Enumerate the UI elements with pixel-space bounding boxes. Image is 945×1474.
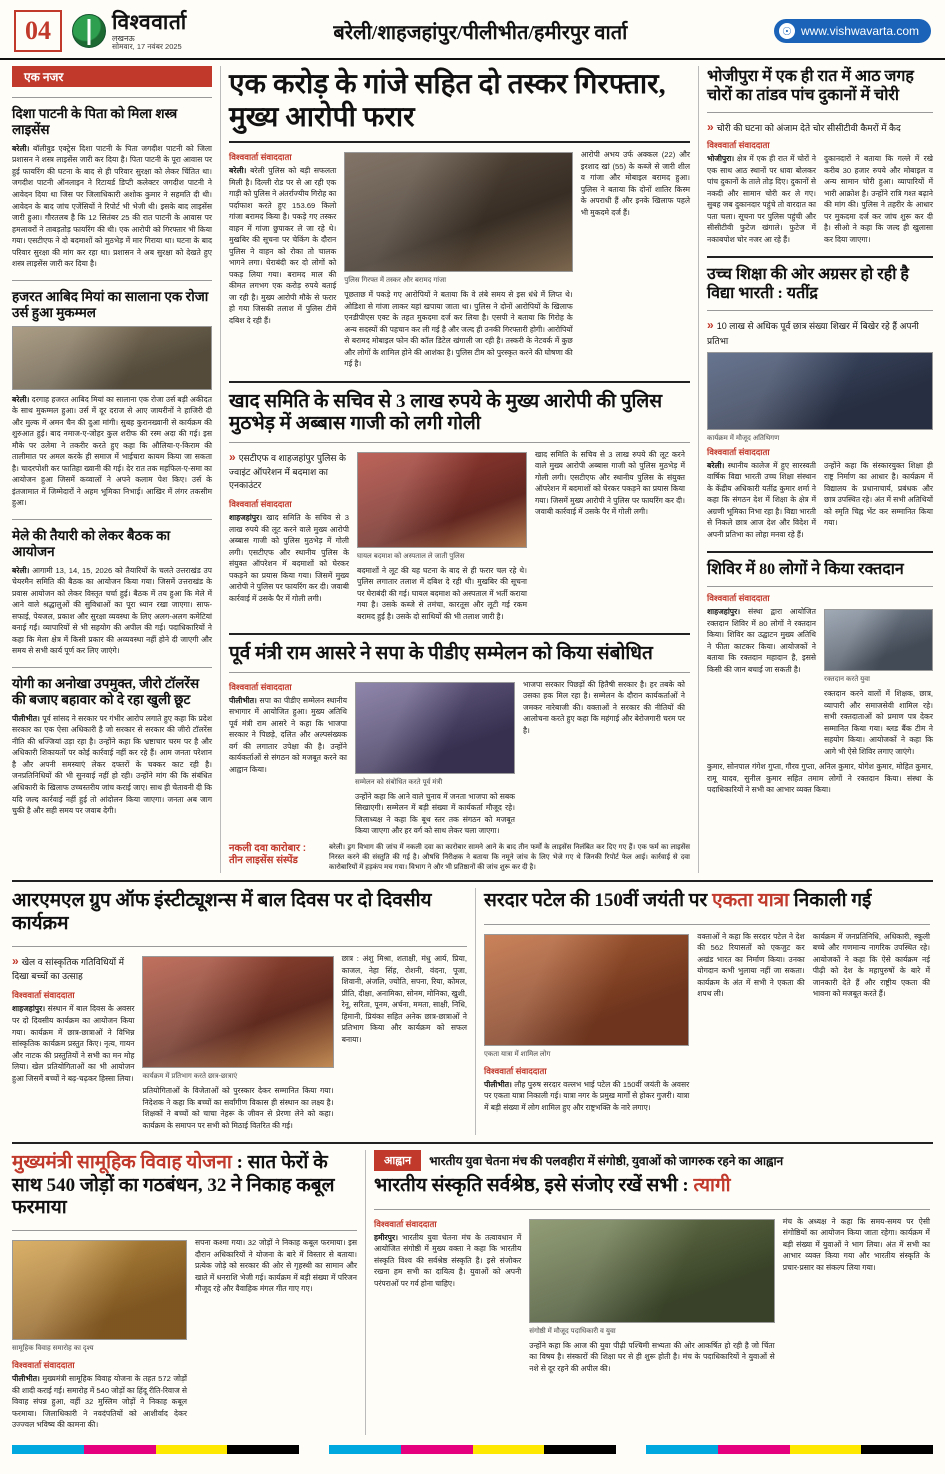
sidebar-item-title: दिशा पाटनी के पिता को मिला शस्त्र लाइसेंस: [12, 106, 178, 137]
lead-headline: एक करोड़ के गांजे सहित दो तस्कर गिरफ्तार, मुख्य आरोपी फरार: [229, 69, 666, 134]
dateline: पीलीभीत।: [229, 695, 257, 705]
article-patel: [475, 888, 930, 1135]
byline: विश्ववार्ता संवाददाता: [12, 990, 75, 1001]
dateline: शाहजहांपुर।: [229, 513, 263, 523]
sidebar-photo-urs: [12, 326, 212, 390]
lead-col-2: [344, 149, 572, 374]
quote-icon: »: [707, 318, 714, 333]
raktdan-headline: शिविर में 80 लोगों ने किया रक्तदान: [707, 561, 904, 579]
globe-icon: ☉: [779, 23, 795, 39]
sanskriti-photo: [529, 1219, 774, 1323]
registration-bars: [0, 1445, 945, 1464]
quote-icon: »: [12, 954, 19, 969]
khad-text-3: खाद समिति के सचिव से 3 लाख रुपये की लूट करने वाले मुख्य आरोपी अब्बास गाजी को पुलिस मुठभेड़ में गोली लगी। एसटीएफ और स्थानीय पुलिस के संयुक्त ऑपरेशन में बदमाशों को घेरकर पकड़ने का प्रयास किया गया। जिसमें मुख्य आरोपी ने पुलिस पर फायरिंग कर दी। जवाबी कार्रवाई में उसके पैर में गोली लगी।: [535, 449, 685, 517]
sanskriti-headline: [374, 1175, 930, 1197]
rml-headline: आरएमएल ग्रुप ऑफ इंस्टीट्यूशन्स में बाल दिवस पर दो दिवसीय कार्यक्रम: [12, 890, 432, 934]
pda-text-1: सपा का पीडीए सम्मेलन स्थानीय सभागार में आयोजित हुआ। मुख्य अतिथि पूर्व मंत्री राम आसरे ने कहा कि भाजपा सरकार ने पिछड़े, दलित और अल्पसंख्यक वर्ग की लगातार उपेक्षा की है। उन्होंने कार्यकर्ताओं से संगठन को मजबूत करने का आह्वान किया।: [229, 695, 347, 774]
byline: विश्ववार्ता संवाददाता: [484, 1065, 547, 1076]
khad-sub: एसटीएफ व शाहजहांपुर पुलिस के ज्वाइंट ऑपरेशन में बदमाश का एनकाउंटर: [229, 452, 346, 491]
vivah-photo-caption: सामूहिक विवाह समारोह का दृश्य: [12, 1345, 94, 1353]
pda-inset: [229, 843, 321, 873]
top-block: [12, 66, 933, 873]
raktdan-photo-caption: रक्तदान करते युवा: [824, 676, 870, 684]
rml-text-1: संस्थान में बाल दिवस के अवसर पर दो दिवसीय कार्यक्रम का आयोजन किया गया। कार्यक्रम में छात्र-छात्राओं ने विभिन्न सांस्कृतिक कार्यक्रम प्रस्तुत किए। नृत्य, गायन और नाटक की प्रस्तुतियों ने सभी का मन मोह लिया। खेल प्रतियोगिताओं का भी आयोजन हुआ जिसमें बच्चों ने बढ़-चढ़कर हिस्सा लिया।: [12, 1004, 135, 1083]
lead-col-1: [229, 149, 336, 374]
dateline: शाहजहांपुर।: [707, 607, 741, 617]
lead-text-3: आरोपी अभय उर्फ अक्कल (22) और इरशाद खां (55) के कब्जे से जारी शील व गांजा और मोबाइल बरामद हुआ। पुलिस ने बताया कि दोनों शातिर किस्म के अपराधी हैं और इनके खिलाफ पहले भी मुकदमे दर्ज हैं।: [580, 150, 690, 217]
sanskriti-text-3: मंच के अध्यक्ष ने कहा कि समय-समय पर ऐसी संगोष्ठियों का आयोजन किया जाता रहेगा। कार्यक्रम में बड़ी संख्या में युवाओं ने भाग लिया। अंत में सभी का आभार व्यक्त किया गया और भारतीय संस्कृति के प्रचार-प्रसार का संकल्प लिया गया।: [782, 1216, 930, 1272]
sanskriti-kicker: आह्वान: [374, 1150, 421, 1171]
pda-col-3: [523, 679, 685, 841]
khad-col-2: [357, 449, 527, 627]
bhojipura-text-1: क्षेत्र में एक ही रात में चोरों ने एक साथ आठ स्थानों पर धावा बोलकर पांच दुकानों के ताले तोड़ दिए। दुकानों से नकदी और सामान चोरी कर ले गए। सुबह जब दुकानदार पहुंचे तो वारदात का पता चला। सूचना पर पुलिस पहुंची और सीसीटीवी फुटेज खंगाले। फुटेज में नकाबपोश चोर नजर आ रहे हैं।: [707, 154, 816, 244]
publication-date: सोमवार, 17 नवंबर 2025: [112, 41, 182, 51]
dateline: शाहजहांपुर।: [12, 1004, 46, 1014]
website-url: www.vishwavarta.com: [800, 24, 919, 38]
sanskriti-headline-pre: भारतीय संस्कृति सर्वश्रेष्ठ, इसे संजोए रखें सभी :: [374, 1175, 694, 1197]
byline: विश्ववार्ता संवाददाता: [707, 446, 770, 457]
byline: विश्ववार्ता संवाददाता: [707, 593, 770, 604]
registration-group-left: [12, 1445, 299, 1454]
pda-col-1: [229, 679, 347, 841]
sidebar-heading: एक नजर: [12, 66, 212, 87]
patel-text-1: लौह पुरुष सरदार वल्लभ भाई पटेल की 150वीं जयंती के अवसर पर एकता यात्रा निकाली गई। यात्रा नगर के प्रमुख मार्गों से होकर गुजरी। यात्रा में बड़ी संख्या में लोग शामिल हुए और राष्ट्रभक्ति के नारे लगाए।: [484, 1079, 690, 1112]
vivah-text-1: मुख्यमंत्री सामूहिक विवाह योजना के तहत 572 जोड़ों की शादी कराई गई। समारोह में 540 जोड़ों का हिंदू रीति-रिवाज से विवाह संपन्न हुआ, वहीं 32 मुस्लिम जोड़ों ने निकाह कबूल फरमाया। जिलाधिकारी ने नवदंपतियों को आशीर्वाद देकर उज्ज्वल भविष्य की कामना की।: [12, 1374, 187, 1430]
raktdan-photo: [824, 609, 933, 671]
shiksha-photo-caption: कार्यक्रम में मौजूद अतिथिगण: [707, 434, 780, 442]
dateline: बरेली।: [707, 460, 725, 470]
sidebar-item-body: [12, 394, 212, 509]
shiksha-text-1: स्थानीय कालेज में हुए सारस्वती वार्षिक विद्या भारती उच्च शिक्षा संस्थान के केंद्रीय अधिकारी यतींद्र कुमार शर्मा ने कहा कि संगठन देश में शिक्षा के क्षेत्र में अग्रणी भूमिका निभा रहा है। विद्या भारती से निकले छात्र आज देश और विदेश में अपनी प्रतिभा का लोहा मनवा रहे हैं।: [707, 460, 816, 539]
dateline: बरेली।: [229, 166, 247, 176]
sidebar-item-text: पूर्व सांसद ने सरकार पर गंभीर आरोप लगाते हुए कहा कि प्रदेश सरकार का एक ऐसा अधिकारी है जो सरकार से सरकार की जीरो टॉलरेंस नीति की धज्जियां उड़ा रहा है। उन्होंने कहा कि भ्रष्टाचार चरम पर है और अधिकारी शिकायतों पर कोई कार्रवाई नहीं कर रहे हैं। आम जनता परेशान है और अपनी समस्याएं लेकर दफ्तरों के चक्कर काट रही है। जनप्रतिनिधियों की भी सुनवाई नहीं हो रही। उन्होंने मांग की कि संबंधित अधिकारी के खिलाफ उच्चस्तरीय जांच कराई जाए। साथ ही चेतावनी दी कि यदि जल्द कार्रवाई नहीं हुई तो आंदोलन किया जाएगा। जनता अब जाग चुकी है और सही समय पर जवाब देगी।: [12, 713, 212, 816]
pda-inset-body: बरेली। ड्रग विभाग की जांच में नकली दवा का कारोबार सामने आने के बाद तीन फर्मों के लाइसेंस निलंबित कर दिए गए हैं। एक फर्म का लाइसेंस निरस्त करने की संस्तुति की गई है। औषधि निरीक्षक ने बताया कि नमूने जांच के लिए भेजे गए थे जिनकी रिपोर्ट फेल आई। कार्रवाई से दवा कारोबारियों में हड़कंप मच गया। विभाग ने और भी प्रतिष्ठानों की जांच शुरू कर दी है।: [329, 843, 690, 872]
sidebar-item-title: योगी का अनोखा उपमुक्त, जीरो टॉलरेंस की बजाए बहावार को दे रहा खुली छूट: [12, 675, 200, 707]
middle-band: [12, 888, 933, 1135]
pda-col-2: [355, 679, 515, 841]
patel-headline-post: निकाली गई: [789, 890, 872, 912]
rml-photo: [142, 956, 333, 1068]
dateline: भोजीपुरा।: [707, 154, 735, 164]
pda-photo: [355, 682, 515, 774]
article-shiksha: [707, 264, 933, 544]
dateline: बरेली।: [12, 394, 30, 404]
shiksha-headline: उच्च शिक्षा की ओर अग्रसर हो रही है विद्या भारती : यतींद्र: [707, 266, 909, 303]
sidebar-item-body: [12, 713, 212, 817]
sidebar-item-text: आगामी 13, 14, 15, 2026 को तैयारियों के चलते उत्तराखंड उप चेयरमैन समिति की बैठक का आयोजन किया गया। जिसमें उत्तराखंड के प्रवास आयोजन को लेकर विस्तृत चर्चा हुई। बैठक में तय हुआ कि मेले में आने वाले श्रद्धालुओं की सुविधाओं का पूरा ध्यान रखा जाएगा। साफ-सफाई, पेयजल, प्रकाश और सुरक्षा व्यवस्था के लिए अलग-अलग कमेटियां बनाई गईं। व्यापारियों से भी सहयोग की अपील की गई। पदाधिकारियों ने कहा कि मेला क्षेत्र में किसी प्रकार की अव्यवस्था नहीं होने दी जाएगी और समय से सभी कार्य पूर्ण कर लिए जाएंगे।: [12, 565, 212, 656]
vivah-photo: [12, 1240, 187, 1340]
sidebar-item-body: [12, 565, 212, 657]
lead-text-2: पूछताछ में पकड़े गए आरोपियों ने बताया कि वे लंबे समय से इस धंधे में लिप्त थे। ओडिशा से गांजा लाकर यहां खपाया जाता था। पुलिस ने दोनों आरोपियों के खिलाफ एनडीपीएस एक्ट के तहत मुकदमा दर्ज कर लिया है। एसपी ने बताया कि गिरोह के अन्य सदस्यों की पहचान कर ली गई है और जल्द ही उनकी गिरफ्तारी होगी। आरोपियों से बरामद मोबाइल फोन की कॉल डिटेल खंगाली जा रही है। तस्करी के नेटवर्क में कुछ और लोगों के शामिल होने की आशंका है। पुलिस टीम को पुरस्कृत करने की घोषणा की गई है।: [344, 290, 573, 369]
dateline: पीलीभीत।: [484, 1079, 512, 1089]
rml-text-2: प्रतियोगिताओं के विजेताओं को पुरस्कार देकर सम्मानित किया गया। निदेशक ने कहा कि बच्चों का सर्वांगीण विकास ही संस्थान का लक्ष्य है। शिक्षकों ने बच्चों को चाचा नेहरू के जीवन से प्रेरणा लेने को कहा। कार्यक्रम के समापन पर सभी को मिठाई वितरित की गई।: [142, 1086, 334, 1130]
raktdan-text-1: संस्था द्वारा आयोजित रक्तदान शिविर में 80 लोगों ने रक्तदान किया। शिविर का उद्घाटन मुख्य अतिथि ने फीता काटकर किया। आयोजकों ने बताया कि रक्तदान महादान है, इससे किसी की जान बचाई जा सकती है।: [707, 607, 816, 674]
bottom-band: [12, 1150, 933, 1435]
rml-sub: खेल व सांस्कृतिक गतिविधियों में दिखा बच्चों का उत्साह: [12, 957, 125, 982]
right-column: [698, 66, 933, 873]
shiksha-text-2: उन्होंने कहा कि संस्कारयुक्त शिक्षा ही राष्ट्र निर्माण का आधार है। कार्यक्रम में विद्यालय के प्रधानाचार्य, प्रबंधक और छात्र उपस्थित रहे। अंत में सभी अतिथियों को स्मृति चिह्न भेंट कर सम्मानित किया गया।: [824, 460, 933, 528]
vivah-headline: [12, 1152, 357, 1219]
publication-logo: [72, 10, 187, 52]
dateline: बरेली।: [12, 565, 30, 575]
page-number: 04: [14, 10, 62, 52]
khad-col-1: [229, 449, 349, 627]
article-vivah: [12, 1150, 357, 1435]
byline: विश्ववार्ता संवाददाता: [229, 152, 292, 163]
sidebar-item-title: मेले की तैयारी को लेकर बैठक का आयोजन: [12, 527, 171, 559]
sidebar-item-0: [12, 104, 212, 274]
shiksha-sub: 10 लाख से अधिक पूर्व छात्र संख्या शिखर में बिखेर रहे हैं अपनी प्रतिभा: [707, 321, 919, 346]
sanskriti-photo-caption: संगोष्ठी में मौजूद पदाधिकारी व युवा: [529, 1327, 616, 1335]
pda-headline: पूर्व मंत्री राम आसरे ने सपा के पीडीए सम्मेलन को किया संबोधित: [229, 643, 653, 665]
khad-text-2: बदमाशों ने लूट की यह घटना के बाद से ही फरार चल रहे थे। पुलिस लगातार तलाश में दबिश दे रही थी। मुखबिर की सूचना पर घेराबंदी की गई। घायल बदमाश को अस्पताल में भर्ती कराया गया है। उसके कब्जे से तमंचा, कारतूस और लूटी गई रकम बरामद हुई है। उसके दो साथियों की भी तलाश जारी है।: [357, 565, 527, 621]
byline: विश्ववार्ता संवाददाता: [12, 1360, 75, 1371]
article-rml: [12, 888, 467, 1135]
patel-headline-pre: सरदार पटेल की 150वीं जयंती पर: [484, 890, 713, 912]
pda-photo-caption: सम्मेलन को संबोधित करते पूर्व मंत्री: [355, 778, 443, 786]
khad-col-3: [535, 449, 685, 627]
pda-inset-title: नकली दवा कारोबार : तीन लाइसेंस संस्पेंड: [229, 842, 307, 867]
lead-text-1: बरेली पुलिस को बड़ी सफलता मिली है। दिल्ली रोड पर से आ रही एक गाड़ी को पुलिस ने अंतर्राज्यीय गिरोह का पर्दाफाश करते हुए 153.69 किलो गांजा बरामद किया है। पकड़े गए तस्कर वाहन में गांजा छुपाकर ले जा रहे थे। मुखबिर की सूचना पर चेकिंग के दौरान पुलिस ने वाहन को रोका तो चालक भागने लगा। घेराबंदी कर दो लोगों को पकड़ लिया गया। बरामद माल की कीमत लगभग एक करोड़ रुपये बताई जा रही है। मुख्य आरोपी मौके से फरार हो गया जिसकी तलाश में पुलिस टीमें दबिश दे रही हैं।: [229, 166, 337, 325]
patel-text-3: कार्यक्रम में जनप्रतिनिधि, अधिकारी, स्कूली बच्चे और गणमान्य नागरिक उपस्थित रहे। आयोजकों ने कहा कि ऐसे कार्यक्रम नई पीढ़ी को देश के महापुरुषों के बारे में जानकारी देते हैं और राष्ट्रीय एकता की भावना को मजबूत करते हैं।: [812, 931, 930, 999]
registration-group-right: [646, 1445, 933, 1454]
masthead: [0, 0, 945, 60]
article-sanskriti: [365, 1150, 930, 1435]
publication-city: लखनऊ: [112, 33, 135, 43]
vivah-headline-rest: : सात फेरों के साथ 540 जोड़ों का गठबंधन, 32 ने निकाह कबूल फरमाया: [12, 1152, 335, 1218]
rml-text-3: छात्र : अंशु मिश्रा, शताक्षी, मंधु आर्य, प्रिया, काजल, नेहा सिंह, रोशनी, वंदना, पूजा, शिवानी, अंजलि, ज्योति, सपना, रिया, कोमल, प्रीति, दीक्षा, अनामिका, सोनम, मोनिका, खुशी, रेनू, सरिता, पूनम, अर्चना, ममता, साक्षी, निधि, हिमानी, प्रियंका सहित अनेक छात्र-छात्राओं ने प्रतिभाग किया और कार्यक्रम को सफल बनाया।: [341, 954, 467, 1044]
article-pda: [229, 641, 690, 873]
khad-text-1: खाद समिति के सचिव से 3 लाख रुपये की लूट करने वाले मुख्य आरोपी अब्बास गाजी को पुलिस मुठभेड़ में गोली लगी। एसटीएफ और स्थानीय पुलिस के संयुक्त ऑपरेशन में बदमाशों को घेरकर पकड़ने का प्रयास किया गया। जिसमें मुख्य आरोपी ने पुलिस पर फायरिंग कर दी। जवाबी कार्रवाई में उसके पैर में गोली लगी।: [229, 513, 349, 603]
patel-headline-accent: एकता यात्रा: [712, 890, 790, 912]
article-khad: [229, 389, 690, 626]
dateline: पीलीभीत।: [12, 1374, 40, 1384]
dateline: बरेली।: [12, 143, 30, 153]
article-raktdan: [707, 559, 933, 800]
shiksha-photo: [707, 352, 933, 430]
sanskriti-text-1: भारतीय युवा चेतना मंच के तत्वावधान में आयोजित संगोष्ठी में मुख्य वक्ता ने कहा कि भारतीय संस्कृति विश्व की सर्वश्रेष्ठ संस्कृति है। इसे संजोकर रखना हम सभी का दायित्व है। युवाओं को अपनी परंपराओं पर गर्व होना चाहिए।: [374, 1232, 522, 1288]
patel-headline: [484, 890, 930, 912]
dateline: हमीरपुर।: [374, 1232, 398, 1242]
byline: विश्ववार्ता संवाददाता: [374, 1218, 437, 1229]
dateline: पीलीभीत।: [12, 713, 40, 723]
raktdan-text-2: रक्तदान करने वालों में शिक्षक, छात्र, व्यापारी और समाजसेवी शामिल रहे। सभी रक्तदाताओं को प्रमाण पत्र देकर सम्मानित किया गया। ब्लड बैंक टीम ने सहयोग किया। आयोजकों ने कहा कि आगे भी ऐसे शिविर लगाए जाएंगे।: [824, 689, 933, 756]
byline: विश्ववार्ता संवाददाता: [707, 140, 770, 151]
pda-text-3: भाजपा सरकार पिछड़ों की हितैषी सरकार है। हर तबके को उसका हक मिल रहा है। सम्मेलन के दौरान कार्यकर्ताओं ने जमकर नारेबाजी की। वक्ताओं ने सरकार की नीतियों की आलोचना करते हुए कहा कि महंगाई और बेरोजगारी चरम पर है।: [523, 679, 685, 735]
vivah-text-2: सपना कश्मा गया। 32 जोड़ों ने निकाह कबूल फरमाया। इस दौरान अधिकारियों ने योजना के बारे में विस्तार से बताया। प्रत्येक जोड़े को सरकार की ओर से गृहस्थी का सामान और खाते में धनराशि भेजी गई। कार्यक्रम में बड़ी संख्या में परिजन मौजूद रहे और वैवाहिक मंगल गीत गाए गए।: [195, 1238, 357, 1294]
lead-article: [229, 66, 690, 374]
patel-text-2: वक्ताओं ने कहा कि सरदार पटेल ने देश की 562 रियासतों को एकजुट कर अखंड भारत का निर्माण किया। उनका योगदान कभी भुलाया नहीं जा सकता। कार्यक्रम के अंत में सभी ने एकता की शपथ ली।: [697, 931, 805, 999]
patel-photo-caption: एकता यात्रा में शामिल लोग: [484, 1050, 551, 1058]
lead-photo-caption: पुलिस गिरफ्त में तस्कर और बरामद गांजा: [344, 277, 447, 285]
main-column: [220, 66, 690, 873]
sanskriti-text-2: उन्होंने कहा कि आज की युवा पीढ़ी पश्चिमी सभ्यता की ओर आकर्षित हो रही है जो चिंता का विषय है। संस्कारों की शिक्षा घर से ही शुरू होती है। मंच के पदाधिकारियों ने युवाओं से नशे से दूर रहने की अपील की।: [529, 1340, 775, 1373]
lead-col-3: [581, 149, 690, 374]
byline: विश्ववार्ता संवाददाता: [229, 499, 292, 510]
bhojipura-headline: भोजीपुरा में एक ही रात में आठ जगह चोरों का तांडव पांच दुकानों में चोरी: [707, 68, 914, 104]
khad-photo-caption: घायल बदमाश को अस्पताल ले जाती पुलिस: [357, 552, 465, 560]
raktdan-names: कुमार, सोनपाल गंगेश गुप्ता, गौरव गुप्ता, अनिल कुमार, योगेश कुमार, मोहित कुमार, रामू यादव, सुनील कुमार सहित तमाम लोगों ने रक्तदान किया। संस्था के पदाधिकारियों ने सभी का आभार व्यक्त किया।: [707, 762, 933, 795]
edition-line: बरेली/शाहजहांपुर/पीलीभीत/हमीरपुर वार्ता: [333, 21, 628, 44]
patel-photo: [484, 934, 689, 1046]
byline: विश्ववार्ता संवाददाता: [229, 681, 292, 692]
logo-emblem-icon: [72, 14, 106, 48]
sidebar-item-1: [12, 287, 212, 513]
rml-photo-caption: कार्यक्रम में प्रतिभाग करते छात्र-छात्राएं: [142, 1073, 238, 1081]
sidebar-item-2: [12, 526, 212, 661]
sanskriti-sub: भारतीय युवा चेतना मंच की पलवहीरा में संगोष्ठी, युवाओं को जागरुक रहने का आह्वान: [429, 1153, 784, 1168]
quote-icon: »: [707, 119, 714, 134]
website-badge[interactable]: [774, 19, 931, 43]
sidebar-item-body: [12, 143, 212, 270]
sidebar-item-text: दरगाह हजरत आबिद मियां का सालाना एक रोजा उर्स बड़ी अकीदत के साथ मुकम्मल हुआ। उर्स में दूर दराज से आए जायरीनों ने हाजिरी दी और मुल्क में अमन चैन की दुआ मांगी। सुबह कुरानख्वानी से कार्यक्रम की शुरुआत हुई। बाद नमाज-ए-जोहर कुल शरीफ की रस्म अदा की गई। इस मौके पर उलेमा ने तकरीर करते हुए कहा कि औलिया-ए-किराम की तालीमात पर अमल करके ही समाज में भाईचारा कायम किया जा सकता है। चादरपोशी कर फातिहा ख्वानी की गई। देर रात तक महफिल-ए-समा का आयोजन हुआ जिसमें कव्वालों ने अपने कलाम पेश किए। उर्स के इंतजामात में जिम्मेदारों ने अहम भूमिका निभाई। आखिर में लंगर तकसीम हुआ।: [12, 394, 212, 508]
lead-photo: [344, 152, 572, 272]
article-bhojipura: [707, 66, 933, 249]
registration-group-mid: [329, 1445, 616, 1454]
sidebar-item-title: हजरत आबिद मियां का सालाना एक रोजा उर्स हुआ मुकम्मल: [12, 288, 209, 320]
bhojipura-sub: चोरी की घटना को अंजाम देते चोर सीसीटीवी कैमरों में कैद: [716, 122, 901, 133]
sidebar-item-text: बॉलीवुड एक्ट्रेस दिशा पाटनी के पिता जगदीश पाटनी को जिला प्रशासन ने शस्त्र लाइसेंस जारी कर दिया है। पिता पाटनी के पूरा आवास पर हुई फायरिंग की घटना के बाद से ही परिवार सुरक्षा को लेकर चिंतित था। जगदीश पाटनी ऑनलाइन ने रिटायर्ड डिप्टी कलेक्टर जगदीश पाटनी ने आवेदन दिया था जिस पर जिलाधिकारी अशोक कुमार ने सहमति दी थी। आवेदन के बाद जांच एजेंसियों ने रिपोर्ट भी भेजी थी। इसके बाद लाइसेंस जारी हुआ। गौरतलब है कि 12 सितंबर 25 की रात पाटनी के आवास पर हमलावरों ने ताबड़तोड़ फायरिंग की थी। एक आरोपी को गिरफ्तार भी किया गया। एसटीएफ ने दो बदमाशों को मुठभेड़ में मार गिराया था। घटना के बाद परिवार सुरक्षा की मांग कर रहा था। प्रशासन ने अब सुरक्षा को देखते हुए शस्त्र लाइसेंस जारी कर दिया है।: [12, 143, 212, 269]
sanskriti-headline-accent: त्यागी: [693, 1175, 731, 1197]
sidebar-column: [12, 66, 212, 873]
khad-headline: खाद समिति के सचिव से 3 लाख रुपये के मुख्य आरोपी की पुलिस मुठभेड़ में अब्बास गाजी को लगी गोली: [229, 390, 663, 435]
sidebar-item-3: [12, 674, 212, 821]
publication-name: विश्ववार्ता: [112, 9, 187, 34]
pda-text-2: उन्होंने कहा कि आने वाले चुनाव में जनता भाजपा को सबक सिखाएगी। सम्मेलन में बड़ी संख्या में कार्यकर्ता मौजूद रहे। जिलाध्यक्ष ने कहा कि बूथ स्तर तक संगठन को मजबूत किया जाएगा और हर वर्ग को साथ लेकर चला जाएगा।: [355, 791, 515, 836]
quote-icon: »: [229, 449, 236, 464]
vivah-headline-accent: मुख्यमंत्री सामूहिक विवाह योजना: [12, 1152, 232, 1174]
bhojipura-text-2: दुकानदारों ने बताया कि गल्ले में रखे करीब 30 हजार रुपये और मोबाइल व अन्य सामान चोरी हुआ। व्यापारियों में भारी आक्रोश है। उन्होंने रात्रि गश्त बढ़ाने की मांग की। पुलिस ने तहरीर के आधार पर मुकदमा दर्ज कर जांच शुरू कर दी है। सीओ ने कहा कि जल्द ही खुलासा कर दिया जाएगा।: [824, 154, 933, 244]
khad-photo: [357, 452, 527, 548]
